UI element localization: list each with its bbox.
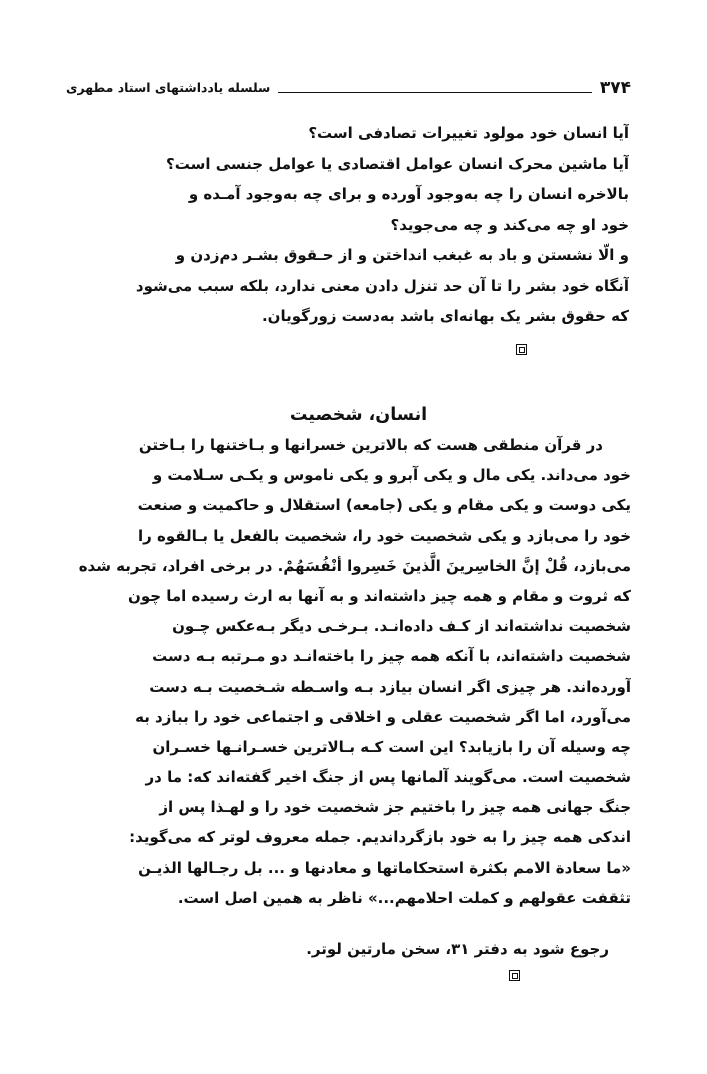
intro-line: آنگاه خود بشر را تا آن حد تنزل دادن معنی ندارد، بلکه سبب می‌شود bbox=[135, 276, 629, 295]
body-line: می‌آورد، اما اگر شخصیت عقلی و اخلاقی و اجتماعی خود را ببازد به bbox=[135, 707, 631, 726]
series-title: سلسله یادداشتهای استاد مطهری bbox=[66, 80, 271, 95]
intro-line: آیا انسان خود مولود تغییرات تصادفی است؟ bbox=[308, 124, 629, 142]
body-line: شخصیت نداشته‌اند از کـف داده‌انـد. بـرخـی دیگر بـه‌عکس چـون bbox=[172, 617, 631, 636]
body-line: در قرآن منطقی هست که بالاترین خسرانها و بـاختنها را بـاختن bbox=[138, 436, 603, 454]
body-line: یکی دوست و یکی مقام و یکی (جامعه) استقلال و حاکمیت و صنعت bbox=[137, 496, 631, 515]
body-line: چه وسیله آن را بازیابد؟ این است کـه بـالاترین خسـرانـها خسـران bbox=[152, 737, 631, 756]
intro-line: و الّا نشستن و باد به غبغب انداختن و از حـقوق بشـر دم‌زدن و bbox=[175, 246, 629, 264]
section-end-mark-icon bbox=[516, 344, 527, 355]
header-rule bbox=[278, 92, 592, 93]
body-line: خود می‌داند. یکی مال و یکی آبرو و یکی ناموس و یکـی سـلامت و bbox=[152, 466, 631, 485]
body-line: اندکی همه چیز را به خود بازگرداندیم. جمله معروف لوتر که می‌گوید: bbox=[129, 828, 631, 847]
body-line: آورده‌اند. هر چیزی اگر انسان بیازد بـه واسـطه شـخصیت بـه دست bbox=[149, 677, 631, 696]
body-line: که ثروت و مقام و همه چیز داشته‌اند و به آنها به ارث رسیده اما چون bbox=[128, 586, 631, 605]
body-line: شخصیت داشته‌اند، با آنکه همه چیز را باخته‌انـد دو مـرتبه بـه دست bbox=[152, 647, 631, 666]
section-end-mark-icon bbox=[509, 970, 520, 981]
intro-line: بالاخره انسان را چه به‌وجود آورده و برای چه به‌وجود آمـده و bbox=[188, 185, 629, 203]
section-body bbox=[68, 430, 631, 913]
intro-line: که حقوق بشر یک بهانه‌ای باشد به‌دست زورگویان. bbox=[261, 307, 629, 325]
page-header bbox=[66, 74, 631, 98]
body-line: «ما سعادة الامم بکثرة استحکاماتها و معادنها و ... بل رجـالها الذیـن bbox=[138, 858, 631, 877]
intro-line: آیا ماشین محرک انسان عوامل اقتصادی یا عوامل جنسی است؟ bbox=[166, 154, 629, 173]
body-line: تثقفت عقولهم و کملت احلامهم...» ناظر به همین اصل است. bbox=[177, 888, 631, 907]
intro-line: خود او چه می‌کند و چه می‌جوید؟ bbox=[390, 215, 629, 234]
body-line: می‌بازد، قُلْ إنَّ الخاسِرینَ الَّذینَ خَسِروا أنْفُسَهُمْ. در برخی افراد، تجربه شده bbox=[78, 556, 631, 575]
page-number: ۳۷۴ bbox=[599, 78, 631, 98]
section-title: انسان، شخصیت bbox=[289, 405, 428, 425]
body-line: خود را می‌بازد و یکی شخصیت خود را، شخصیت بالفعل یا بـالقوه را bbox=[137, 526, 631, 545]
intro-paragraph bbox=[72, 118, 629, 332]
reference-note: رجوع شود به دفتر ۳۱، سخن مارتین لوتر. bbox=[306, 940, 609, 958]
body-line: شخصیت است. می‌گویند آلمانها پس از جنگ اخیر گفته‌اند که: ما در bbox=[145, 768, 631, 787]
body-line: جنگ جهانی همه چیز را باختیم جز شخصیت خود را و لهـذا پس از bbox=[159, 798, 631, 817]
